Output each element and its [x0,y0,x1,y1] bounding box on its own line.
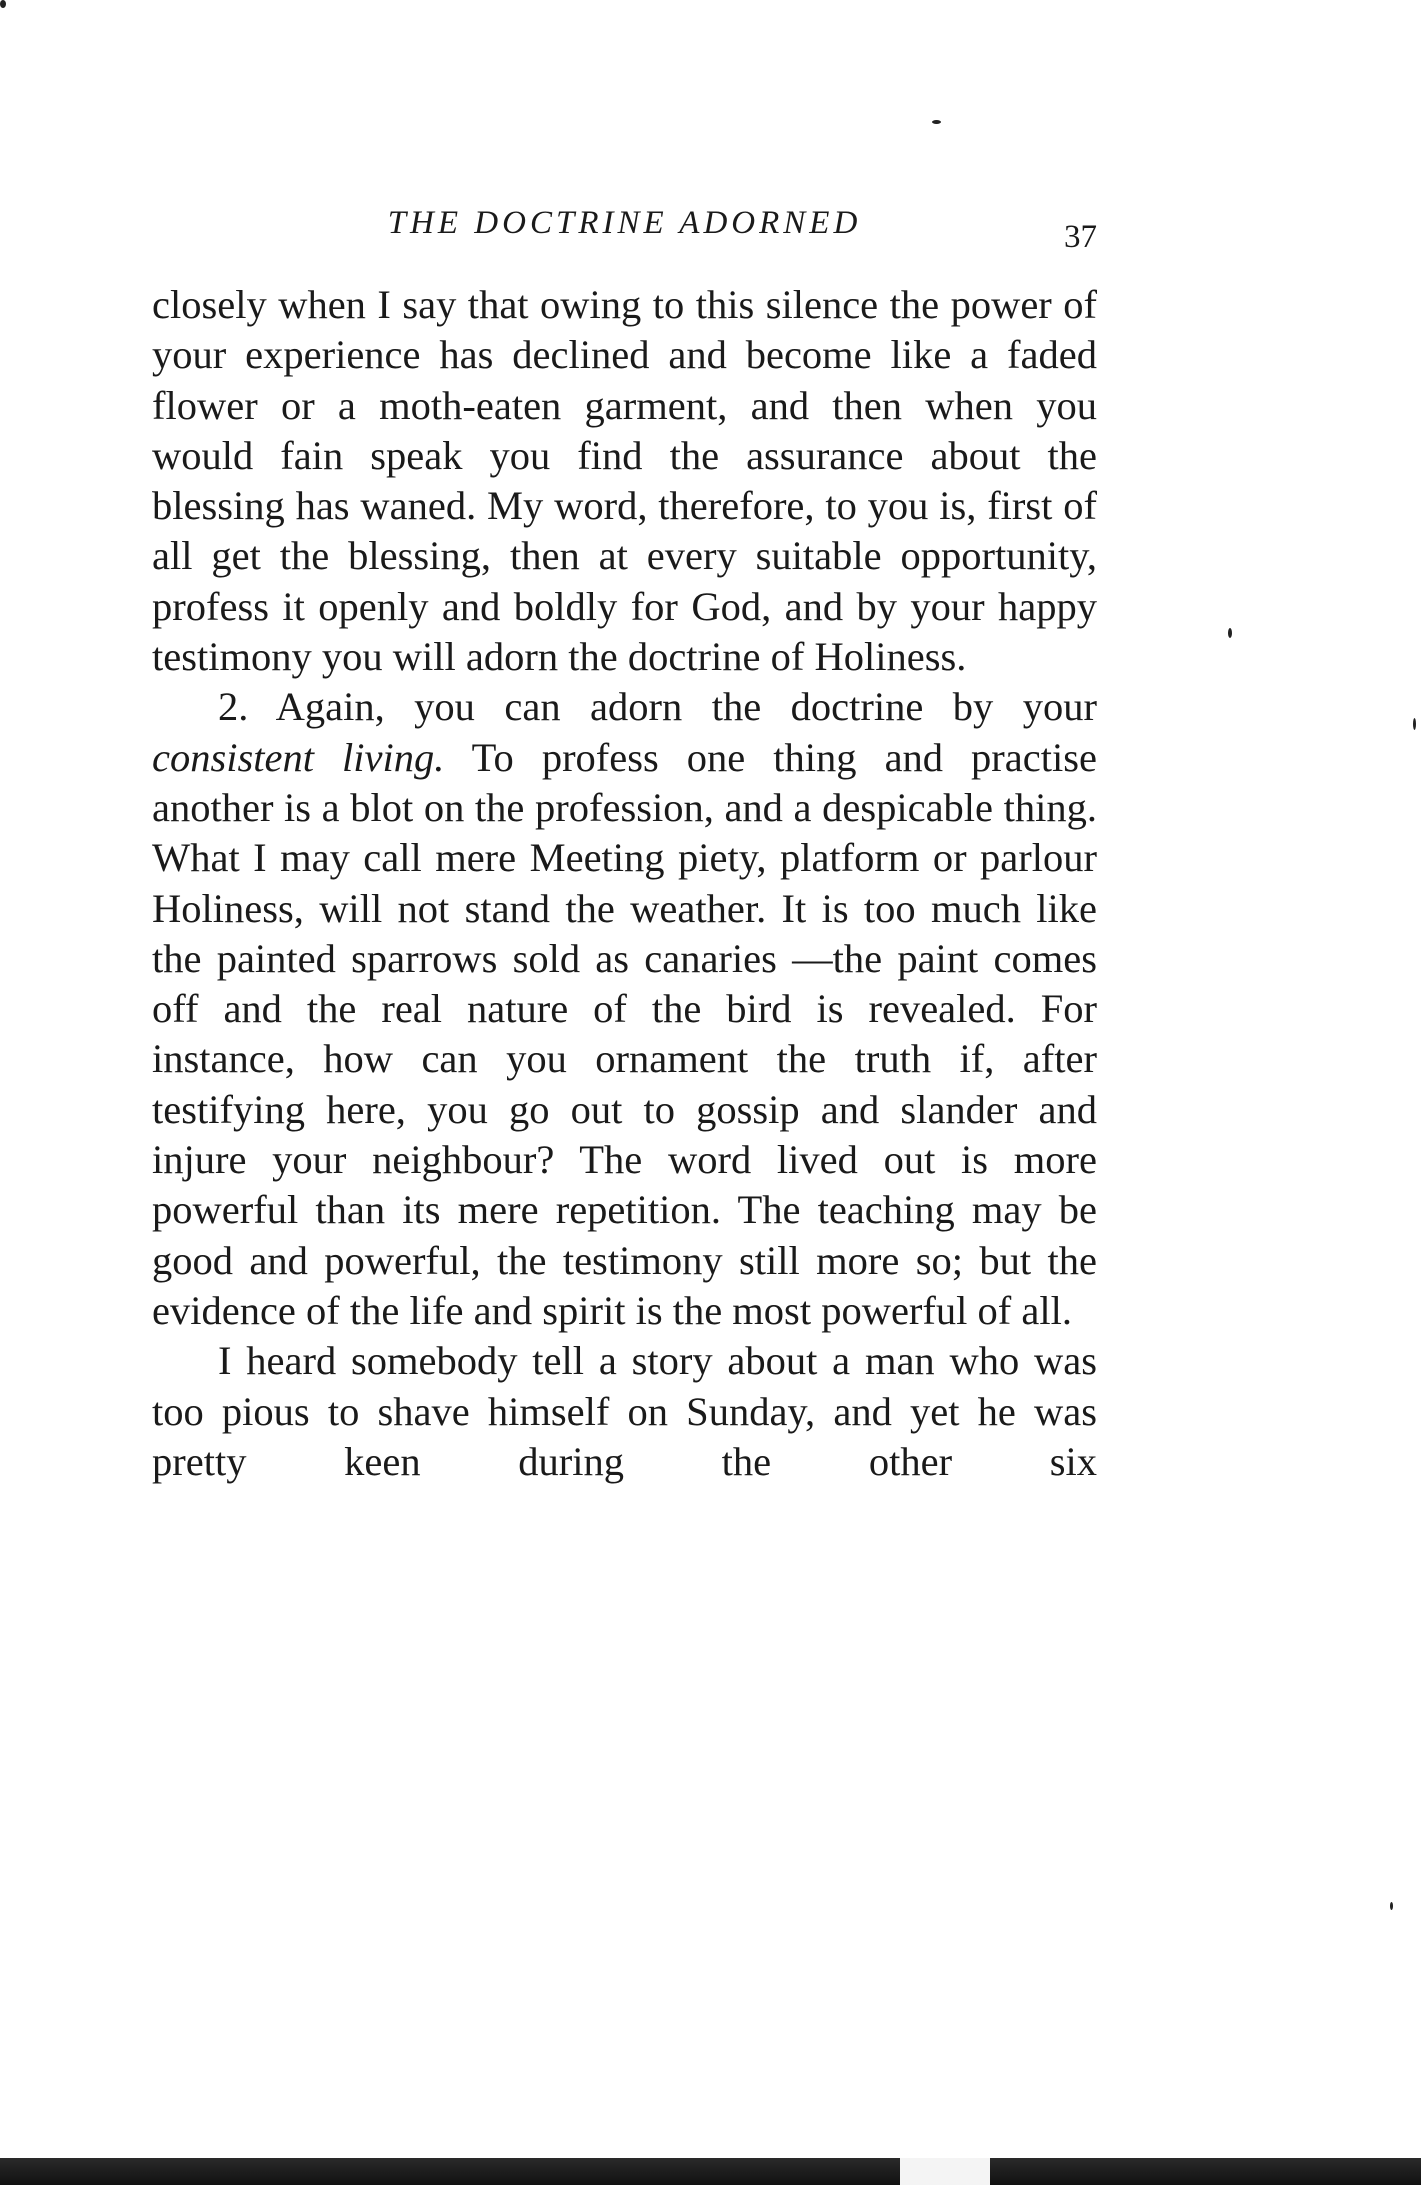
paragraph-1: closely when I say that owing to this silence the power of your experience has declined and become like a faded flower or a moth-eaten garment, and then when you would fain speak you find the assurance about the blessing has waned. My word, therefore, to you is, first of all get the blessing, then at every suitable opportunity, profess it openly and boldly for God, and by your happy testimony you will adorn the doctrine of Holiness. [152,282,1097,680]
scan-edge-gap [900,2158,990,2185]
page-number: 37 [1064,219,1097,255]
paragraph-2-emphasis: consistent living. [152,734,445,780]
scan-speck [0,0,6,8]
paragraph-3: I heard somebody tell a story about a man who was too pious to shave himself on Sunday, and yet he was pretty keen during the other six [152,1338,1097,1484]
body-text [152,280,1097,1487]
paragraph-2-rest: To profess one thing and practise another is a blot on the profession, and a despicable thing. What I may call mere Meeting piety, platform or parlour Holiness, will not stand the weather. It is too much like the painted sparrows sold as canaries —the paint comes off and the real nature of the bird is revealed. For instance, how can you ornament the truth if, after testifying here, you go out to gossip and slander and injure your neighbour? The word lived out is more powerful than its mere repetition. The teaching may be good and powerful, the testimony still more so; but the evidence of the life and spirit is the most powerful of all. [152,734,1097,1333]
paragraph-2 [152,682,1097,1336]
scan-speck [1228,628,1232,638]
running-title: THE DOCTRINE ADORNED [387,205,862,241]
scan-speck [1390,1902,1393,1910]
scan-speck [932,120,941,124]
paragraph-2-lead: 2. Again, you can adorn the doctrine by your [218,684,1097,730]
scan-edge-bar [0,2140,1421,2185]
running-head [152,205,1097,255]
scan-speck [1413,718,1416,730]
